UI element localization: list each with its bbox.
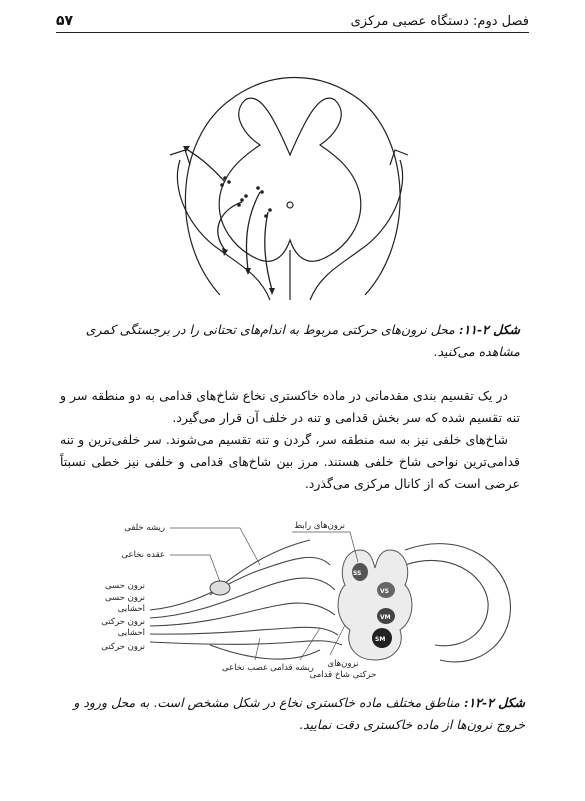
page-header — [56, 10, 529, 33]
page-number: ۵۷ — [56, 13, 74, 29]
label-motor-neuron: نرون حرکتی — [101, 642, 145, 652]
label-spinal-nerve: عصب نخاعی — [221, 663, 269, 673]
zone-ss-label: SS — [353, 570, 362, 577]
figure-2-caption-text: مناطق مختلف ماده خاکستری نخاع در شکل مشخص است. به محل ورود و خروج نرون‌ها از ماده خاکستری دقت نمایید. — [73, 695, 525, 732]
figure-2-caption — [60, 692, 525, 736]
figure-2-label: شکل ۲-۱۲: — [463, 695, 525, 710]
figure-1-label: شکل ۲-۱۱: — [458, 322, 520, 337]
paragraph: در یک تقسیم بندی مقدماتی در ماده خاکستری نخاع شاخ‌های قدامی به دو منطقه سر و تنه تقسیم شده که سر بخش قدامی و تنه در خلف آن قرار می‌گیرد. — [60, 388, 520, 425]
label-dorsal-root: ریشه خلفی — [124, 523, 165, 533]
label-interneurons: نرون‌های رابط — [294, 521, 345, 531]
zone-sm-label: SM — [375, 636, 386, 643]
zone-vm-label: VM — [380, 614, 391, 621]
label-visceral-sensory-2: احشایی — [117, 604, 145, 614]
label-ventral-root: ریشه قدامی — [270, 663, 314, 673]
label-visceral-motor-1: نرون حرکتی — [101, 617, 145, 627]
figure-gray-matter-zones — [60, 510, 530, 685]
label-visceral-motor-2: احشایی — [117, 628, 145, 638]
chapter-title: فصل دوم: دستگاه عصبی مرکزی — [350, 13, 529, 29]
label-motor-horn-2: حرکتی شاخ قدامی — [309, 670, 377, 680]
label-visceral-sensory-1: نرون حسی — [104, 593, 145, 603]
zone-vs-label: VS — [380, 588, 389, 595]
body-text — [60, 385, 520, 495]
paragraph: شاخ‌های خلفی نیز به سه منطقه سر، گردن و تنه تقسیم می‌شوند. سر خلفی‌ترین و تنه قدامی‌ترین نواحی شاخ خلفی هستند. مرز بین شاخ‌های قدامی و خلفی نیز خطی نسبتاً عرضی است که از کانال مرکزی می‌گذرد. — [60, 432, 520, 491]
label-ganglion: عقده نخاعی — [121, 550, 165, 560]
label-motor-horn-1: نرون‌های — [327, 659, 359, 669]
figure-spinal-cord-cross-section — [150, 60, 430, 310]
label-sensory-neuron: نرون حسی — [104, 581, 145, 591]
figure-1-caption-text: محل نرون‌های حرکتی مربوط به اندام‌های تحتانی را در برجستگی کمری مشاهده می‌کنید. — [85, 322, 520, 359]
figure-1-caption — [60, 319, 520, 363]
